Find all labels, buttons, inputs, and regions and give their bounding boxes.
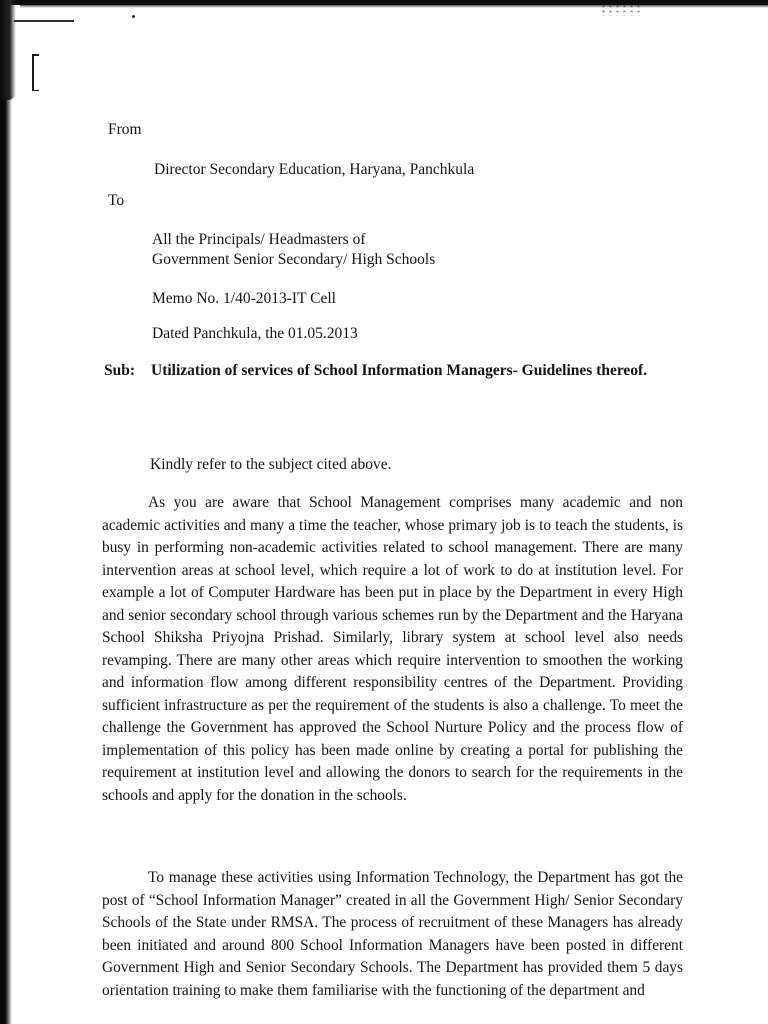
recipient-line-1: All the Principals/ Headmasters of xyxy=(152,231,366,248)
scan-corner-shadow xyxy=(0,0,16,100)
memo-number: Memo No. 1/40-2013-IT Cell xyxy=(152,290,336,307)
margin-bracket-mark xyxy=(32,54,39,91)
sender: Director Secondary Education, Haryana, Panchkula xyxy=(154,161,475,178)
subject-text: Utilization of services of School Information Managers- Guidelines thereof. xyxy=(151,362,648,379)
salutation: Kindly refer to the subject cited above. xyxy=(150,456,392,473)
scan-left-edge xyxy=(0,0,12,1024)
scan-top-shadow xyxy=(20,5,768,8)
scan-noise xyxy=(600,4,640,16)
scan-speck xyxy=(132,15,135,18)
memo-date: Dated Panchkula, the 01.05.2013 xyxy=(152,325,358,342)
to-label: To xyxy=(108,192,125,209)
body-paragraph: As you are aware that School Management comprises many academic and non academic activities and many a time the teacher, whose primary job is to teach the students, is busy in performing non-academic activities related to school management. There are many intervention areas at school level, which require a lot of work to do at institution level. For example a lot of Computer Hardware has been put in place by the Department in every High and senior secondary school through various schemes run by the Department and the Haryana School Shiksha Priyojna Prishad. Similarly, library system at school level also needs revamping. There are many other areas which require intervention to smoothen the working and information flow among different responsibility centres of the Department. Providing sufficient infrastructure as per the requirement of the students is also a challenge. To meet the challenge the Government has approved the School Nurture Policy and the process flow of implementation of this policy has been made online by creating a portal for publishing the requirement at institution level and allowing the donors to search for the requirements in the schools and apply for the donation in the schools. xyxy=(102,494,683,804)
scan-corner-line xyxy=(14,20,74,22)
from-label: From xyxy=(108,121,142,138)
subject-label: Sub: xyxy=(104,362,136,379)
recipient-line-2: Government Senior Secondary/ High Schools xyxy=(152,251,436,268)
body-paragraph: To manage these activities using Information Technology, the Department has got the post of “School Information Manager” created in all the Government High/ Senior Secondary Schools of the State under RMSA. The process of recruitment of these Managers has already been initiated and around 800 School Information Managers have been posted in different Government High and Senior Secondary Schools. The Department has provided them 5 days orientation training to make them familiarise with the functioning of the department and xyxy=(102,869,683,999)
